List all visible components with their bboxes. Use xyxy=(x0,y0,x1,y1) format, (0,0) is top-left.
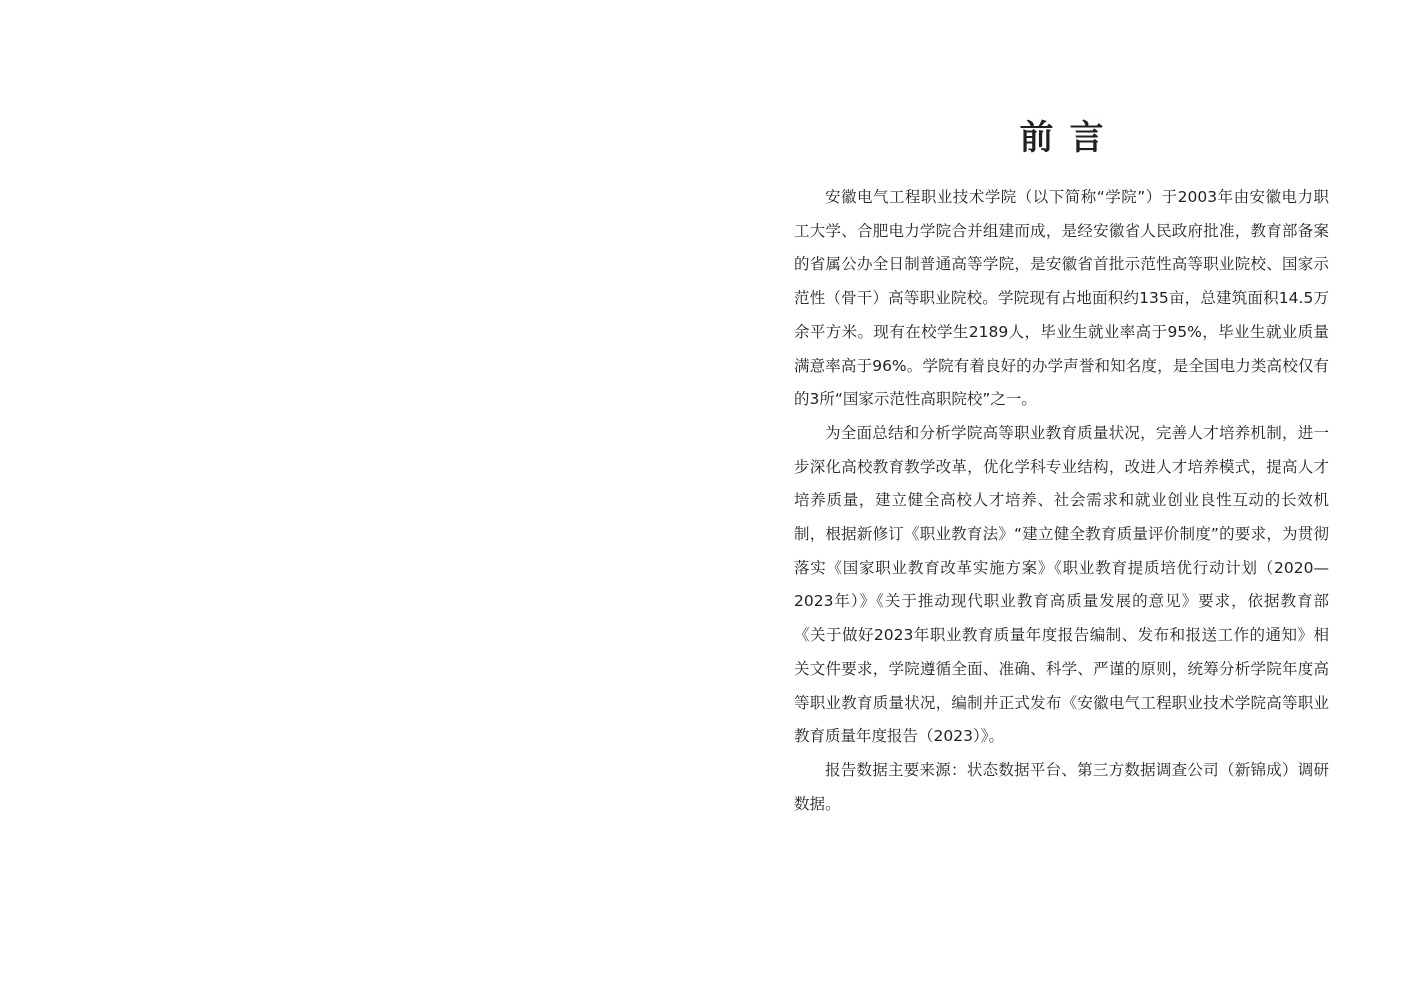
blank-left-page xyxy=(0,0,710,1005)
paragraph-1: 安徽电气工程职业技术学院（以下简称“学院”）于2003年由安徽电力职工大学、合肥电力学院合并组建而成，是经安徽省人民政府批准，教育部备案的省属公办全日制普通高等学院，是安徽省首批示范性高等职业院校、国家示范性（骨干）高等职业院校。学院现有占地面积约135亩，总建筑面积14.5万余平方米。现有在校学生2189人，毕业生就业率高于95%，毕业生就业质量满意率高于96%。学院有着良好的办学声誉和知名度，是全国电力类高校仅有的3所“国家示范性高职院校”之一。 xyxy=(794,188,1329,409)
paragraph-3: 报告数据主要来源：状态数据平台、第三方数据调查公司（新锦成）调研数据。 xyxy=(794,760,1329,813)
page-title: 前言 xyxy=(1019,118,1120,158)
paragraph-2: 为全面总结和分析学院高等职业教育质量状况，完善人才培养机制，进一步深化高校教育教学改革，优化学科专业结构，改进人才培养模式，提高人才培养质量，建立健全高校人才培养、社会需求和就业创业良性互动的长效机制，根据新修订《职业教育法》“建立健全教育质量评价制度”的要求，为贯彻落实《国家职业教育改革实施方案》《职业教育提质培优行动计划（2020—2023年）》《关于推动现代职业教育高质量发展的意见》要求，依据教育部《关于做好2023年职业教育质量年度报告编制、发布和报送工作的通知》相关文件要求，学院遵循全面、准确、科学、严谨的原则，统筹分析学院年度高等职业教育质量状况，编制并正式发布《安徽电气工程职业技术学院高等职业教育质量年度报告（2023）》。 xyxy=(794,423,1329,746)
preface-body xyxy=(794,181,1329,821)
